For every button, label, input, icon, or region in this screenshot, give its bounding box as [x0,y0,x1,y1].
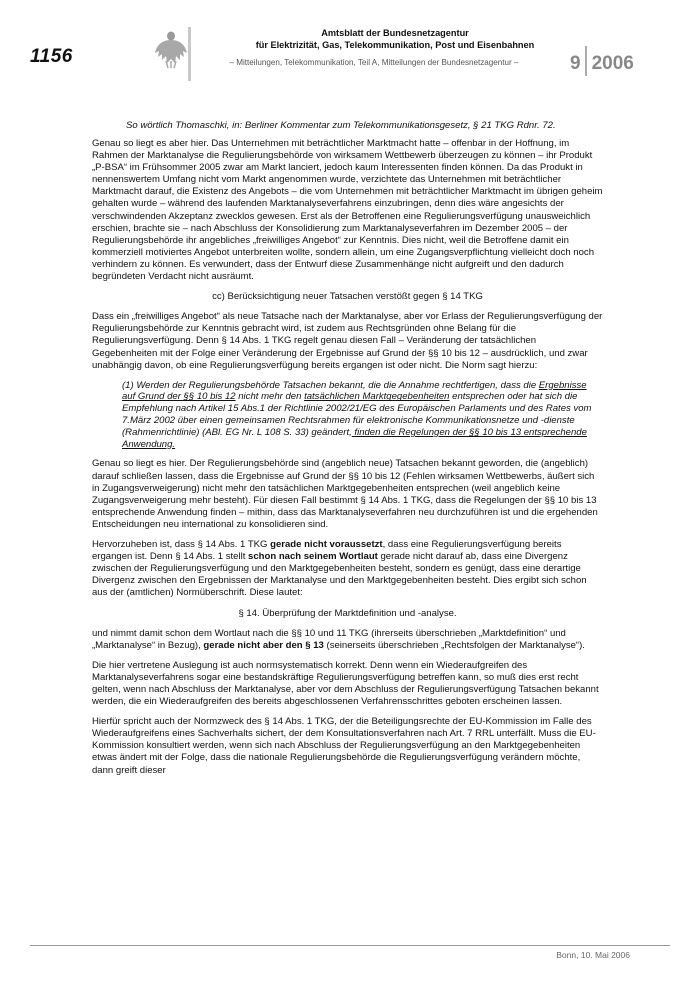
para4-text-e: gerade nicht darauf ab, dass eine Divergenz zwischen der Regulierungsverfügung und den Marktgegebenheiten besteht, sondern es genügt, dass eine derartige Divergenz zwischen den Ergebnissen der Marktanalyse und den Marktgegebenheiten besteht. Dies ergibt sich schon aus der (amtlichen) Normüberschrift. Diese lautet: [92,551,587,599]
paragraph-4 [92,539,603,599]
quote-part-1: (1) Werden der Regulierungsbehörde Tatsachen bekannt, die die Annahme rechtfertigen, dass die [122,379,539,391]
journal-title [210,27,580,51]
para5-text-c: (seinerseits überschrieben „Rechtsfolgen der Marktanalyse“). [323,639,585,651]
issue-divider [585,46,587,76]
issue-label [570,46,634,76]
journal-title-line1: Amtsblatt der Bundesnetzagentur [321,28,469,38]
para4-text-c: , dass eine Regulierungsverfügung bereits ergangen ist. Denn § 14 Abs. 1 stellt [92,539,562,563]
journal-title-line2: für Elektrizität, Gas, Telekommunikation, Post und Eisenbahnen [255,40,535,50]
para5-bold: gerade nicht aber den § 13 [203,639,324,651]
statute-quote [122,380,599,451]
paragraph-1: Genau so liegt es aber hier. Das Unternehmen mit beträchtlicher Marktmacht hatte – offenbar in der Hoffnung, im Rahmen der Marktanalyse die Regulierungsbehörde von wirksamem Wettbewerb überzeugen zu können – ihr Produkt „P-BSA“ im Frühsommer 2005 zwar am Markt lanciert, jedoch kaum Interessenten finden können. Da das Produkt in nennenswertem Umfang nicht vom Markt angenommen wurde, verzichtete das Unternehmen mit beträchtlicher Marktmacht darauf, die Existenz des Angebots – die vom Unternehmen mit beträchtlicher Marktmacht im übrigen geheim gehalten wurde – während des laufenden Marktanalyseverfahrens einzubringen, denn dies wäre angesichts der verschwindenden Akzeptanz zwecklos gewesen. Erst als der Betroffenen eine Regulierungsverfügung unausweichlich erschien, brachte sie – nach Abschluss der Konsolidierung zum Marktanalyseverfahren im Dezember 2005 – der Regulierungsbehörde ihr angebliches „freiwilliges Angebot“ zur Kenntnis. Dies nicht, weil die Betroffene damit ein kommerziell motiviertes Angebot unterbreiten wollte, sondern allein, um eine Zugangsverpflichtung vielleicht doch noch verhindern zu können. Es verwundert, dass der Entwurf diese Zusammenhänge nicht aufgreift und den dadurch begründeten Verdacht nicht ausräumt. [92,138,603,283]
subheading: cc) Berücksichtigung neuer Tatsachen verstößt gegen § 14 TKG [212,291,483,303]
quote-underlined-3: finden die Regelungen der §§ 10 bis 13 entsprechende Anwendung. [122,426,587,450]
paragraph-5 [92,628,603,652]
federal-eagle-icon [154,29,188,69]
footer-divider [30,945,670,946]
footer-date: Bonn, 10. Mai 2006 [556,950,630,960]
paragraph-2: Dass ein „freiwilliges Angebot“ als neue Tatsache nach der Marktanalyse, aber vor Erlass der Regulierungsverfügung der Regulierungsbehörde zur Kenntnis gebracht wird, ist zudem aus Rechtsgründen ohne Belang für die Regulierungsverfügung. Denn § 14 Abs. 1 TKG regelt genau diesen Fall – Veränderung der tatsächlichen Gegebenheiten mit der Folge einer Veränderung der Ergebnisse auf Grund der §§ 10 bis 12 – ausdrücklich, und zwar unabhängig davon, ob eine Regulierungsverfügung bereits ergangen ist oder nicht. Die Norm sagt hierzu: [92,311,603,371]
journal-subtitle: – Mitteilungen, Telekommunikation, Teil A, Mitteilungen der Bundesnetzagentur – [229,58,519,67]
paragraph-7: Hierfür spricht auch der Normzweck des § 14 Abs. 1 TKG, der die Beteiligungsrechte der EU-Kommission im Falle des Wiederaufgreifens eines Sachverhalts sichert, der dem Konsultationsverfahren nach Art. 7 RRL unterfällt. Muss die EU-Kommission konsultiert werden, wenn sich nach Abschluss der Regulierungsverfügung an den Marktgegebenheiten etwas ändert mit der Folge, dass die nationale Regulierungsbehörde die Regulierungsverfügung verändern möchte, dann greift dieser [92,716,596,776]
header-divider [188,27,191,81]
para4-bold-2: schon nach seinem Wortlaut [248,551,378,563]
para4-bold-1: gerade nicht voraussetzt [270,539,383,551]
quote-part-5: entsprechen oder hat sich die Empfehlung nach Artikel 15 Abs.1 der Richtlinie 2002/21/EG des Europäischen Parlaments und des Rates vom 7.März 2002 über einen gemeinsamen Rechtsrahmen für elektronische Kommunikationsnetze und -dienste (Rahmenrichtlinie) (ABl. EG Nr. L 108 S. 33) geändert, [122,391,592,438]
quote-underlined-2: tatsächlichen Marktgegebenheiten [304,391,450,403]
issue-year: 2006 [591,53,634,74]
paragraph-3: Genau so liegt es hier. Der Regulierungsbehörde sind (angeblich neue) Tatsachen bekannt geworden, die (angeblich) darauf schließen lassen, dass die Ergebnisse auf Grund der §§ 10 bis 12 (Fehlen wirksamen Wettbewerbs, äußert sich in Zugangsverweigerung) nicht mehr den tatsächlichen Marktgegebenheiten entsprechen (weil angeblich keine Zugangsverweigerung mehr besteht). Für diesen Fall bestimmt § 14 Abs. 1 TKG, dass die Regelungen der §§ 10 bis 13 entsprechende Anwendung finden – mithin, dass das Marktanalyseverfahren neu durchzuführen ist und die ergehenden Entscheidungen neu international zu konsolidieren sind. [92,458,598,530]
paragraph-6: Die hier vertretene Auslegung ist auch normsystematisch korrekt. Denn wenn ein Wiederaufgreifen des Marktanalyseverfahrens sogar eine bestandskräftige Regulierungsverfügung betreffen kann, so muß dies erst recht gelten, wenn nach Abschluss der Marktanalyse, aber vor dem Abschluss der Regulierungsverfügung Tatsachen bekannt werden, die ein Wiederaufgreifen des bereits abgeschlossenen Verfahrensschrittes geboten erscheinen lassen. [92,659,599,708]
citation: So wörtlich Thomaschki, in: Berliner Kommentar zum Telekommunikationsgesetz, § 21 TKG Rdnr. 72. [126,120,556,131]
section-title: § 14. Überprüfung der Marktdefinition und -analyse. [238,607,457,619]
para5-text-a: und nimmt damit schon dem Wortlaut nach die §§ 10 und 11 TKG (ihrerseits überschrieben „Marktdefinition“ und „Marktanalyse“ in Bezug), [92,627,566,651]
quote-underlined-1: Ergebnisse auf Grund der §§ 10 bis 12 [122,379,587,403]
article-body [92,120,603,785]
page-number: 1156 [30,46,73,67]
quote-part-3: nicht mehr den [235,391,305,403]
issue-number: 9 [570,53,581,74]
para4-text-a: Hervorzuheben ist, dass § 14 Abs. 1 TKG [92,539,271,551]
